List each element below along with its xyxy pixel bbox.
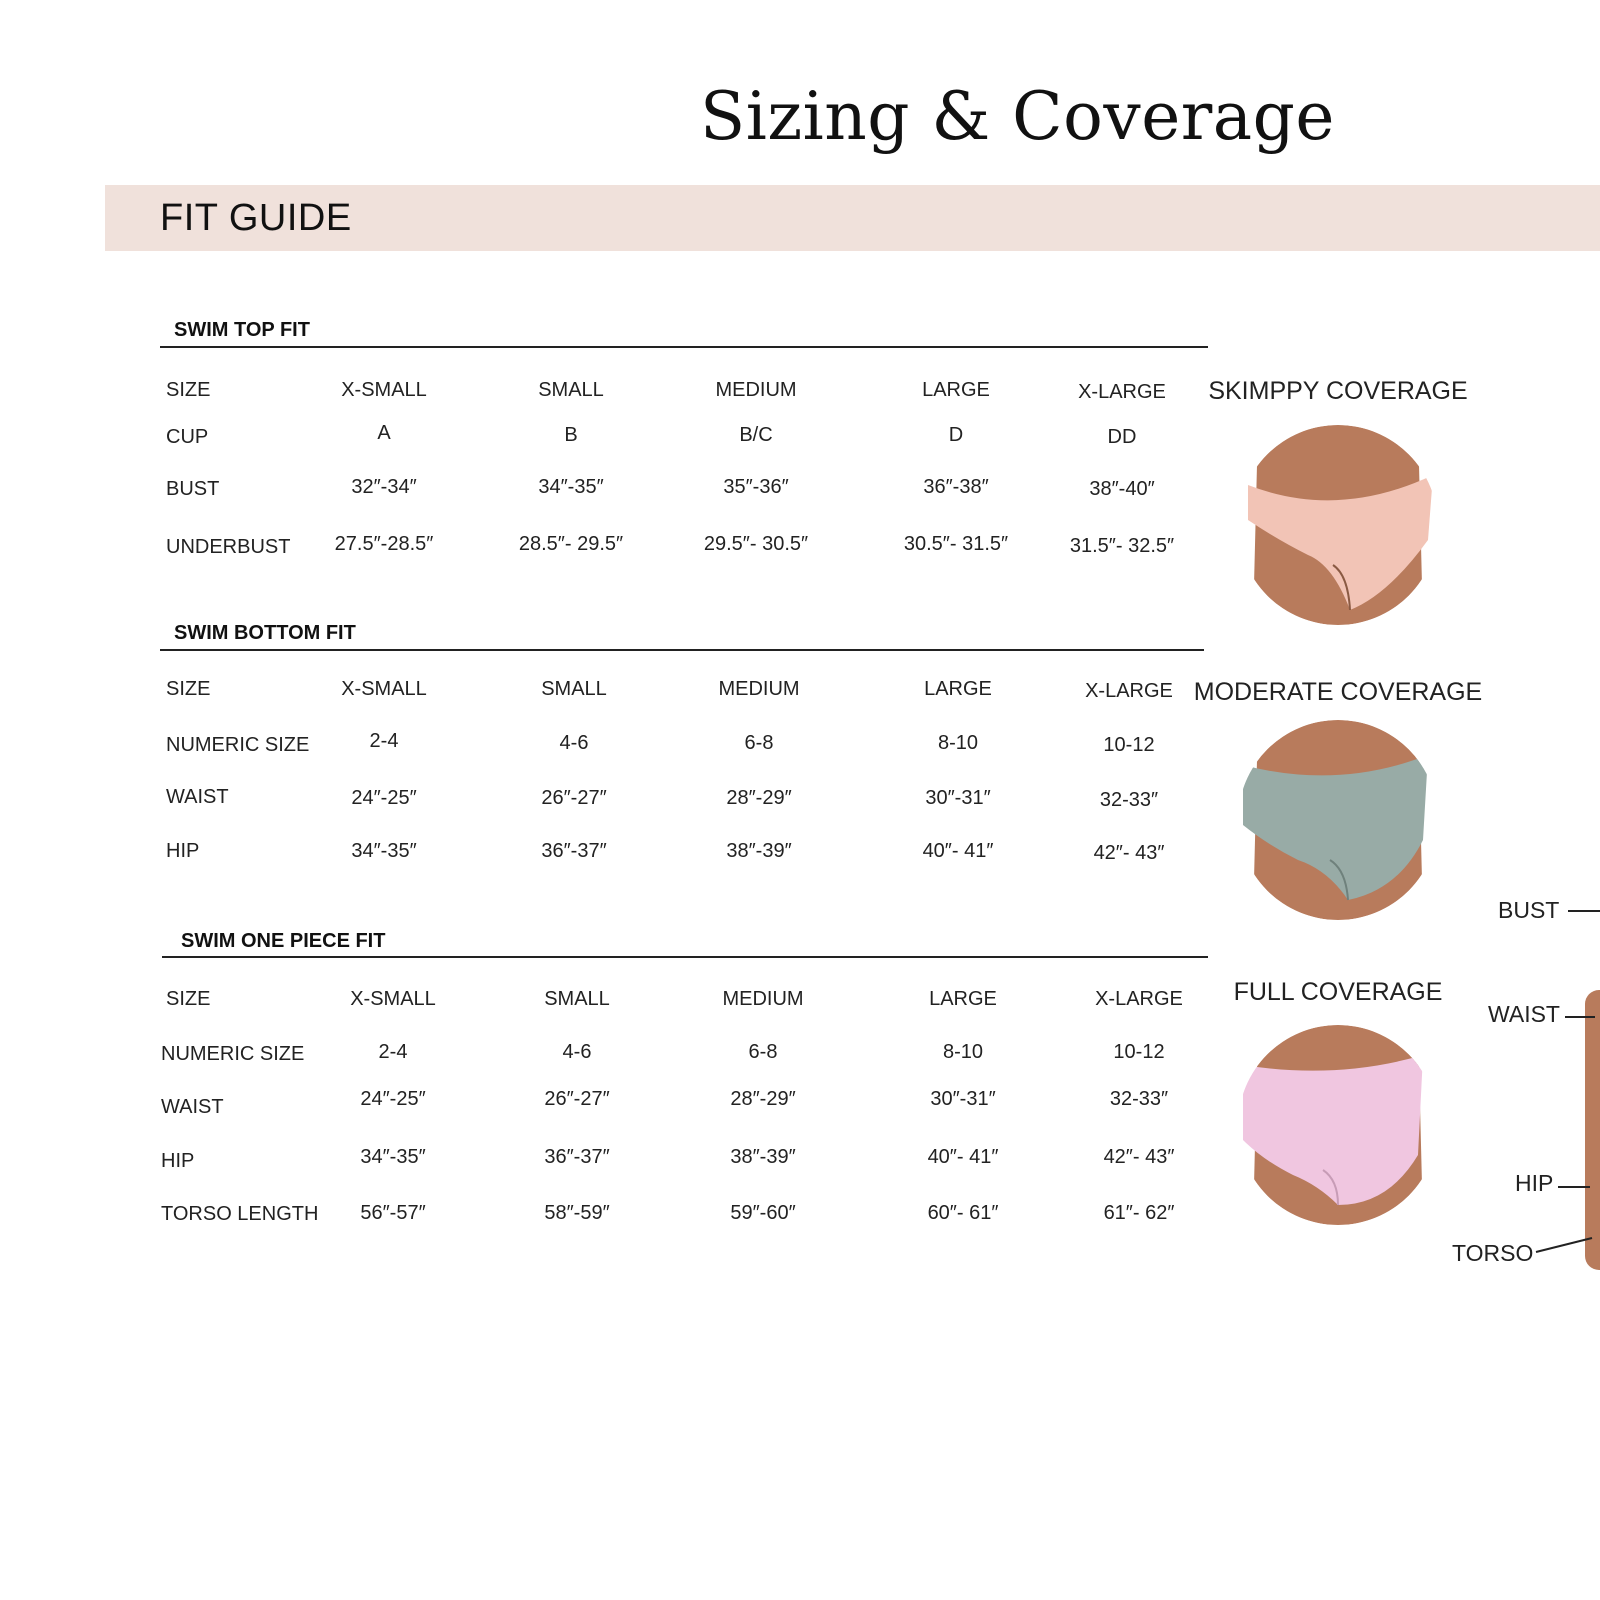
table-cell: 42″- 43″ (1103, 1146, 1175, 1168)
table-cell: 32-33″ (1109, 1088, 1169, 1110)
table-cell: 38″-40″ (1089, 478, 1155, 500)
table-cell: 10-12 (1113, 1041, 1165, 1063)
table-cell: 58″-59″ (544, 1202, 610, 1224)
table-cell: 8-10 (942, 1041, 984, 1063)
table-cell: D (948, 424, 964, 446)
table-cell: MEDIUM (718, 678, 800, 700)
table-cell: B (564, 424, 578, 446)
table-cell: LARGE (924, 678, 992, 700)
model-body (1585, 990, 1600, 1270)
table-cell: 27.5″-28.5″ (334, 533, 434, 555)
table-cell: 42″- 43″ (1093, 842, 1165, 864)
coverage-label-moderate: MODERATE COVERAGE (1193, 678, 1483, 706)
measure-label-torso: TORSO (1452, 1240, 1534, 1266)
full-coverage-photo (1238, 1025, 1438, 1225)
row-label: WAIST (161, 1096, 224, 1118)
table-cell: MEDIUM (722, 988, 804, 1010)
section-title-swim-bottom: SWIM BOTTOM FIT (174, 622, 356, 644)
table-cell: 36″-37″ (541, 840, 607, 862)
row-label: WAIST (166, 786, 229, 808)
table-cell: 61″- 62″ (1103, 1202, 1175, 1224)
table-cell: B/C (739, 424, 773, 446)
table-cell: 6-8 (748, 1041, 778, 1063)
row-label: HIP (161, 1150, 195, 1172)
table-cell: X-LARGE (1078, 381, 1166, 403)
table-cell: 34″-35″ (360, 1146, 426, 1168)
table-cell: 10-12 (1103, 734, 1155, 756)
table-cell: MEDIUM (715, 379, 797, 401)
table-cell: 26″-27″ (541, 787, 607, 809)
banner-label: FIT GUIDE (160, 197, 352, 239)
table-cell: X-LARGE (1095, 988, 1183, 1010)
measure-line-torso (1534, 1234, 1594, 1256)
row-label: TORSO LENGTH (161, 1203, 319, 1225)
measure-label-bust: BUST (1498, 897, 1560, 923)
row-label: HIP (166, 840, 200, 862)
table-cell: SMALL (538, 379, 604, 401)
table-cell: 4-6 (562, 1041, 592, 1063)
table-cell: 6-8 (744, 732, 774, 754)
row-label: NUMERIC SIZE (161, 1043, 305, 1065)
table-cell: 24″-25″ (351, 787, 417, 809)
table-cell: 28″-29″ (726, 787, 792, 809)
table-cell: 40″- 41″ (922, 840, 994, 862)
moderate-coverage-photo (1238, 720, 1438, 920)
table-cell: 26″-27″ (544, 1088, 610, 1110)
measure-line-waist (1565, 1016, 1595, 1018)
measure-label-hip: HIP (1515, 1170, 1554, 1196)
table-cell: X-LARGE (1085, 680, 1173, 702)
table-cell: 36″-37″ (544, 1146, 610, 1168)
table-cell: 36″-38″ (923, 476, 989, 498)
table-cell: 32-33″ (1099, 789, 1159, 811)
table-cell: 35″-36″ (723, 476, 789, 498)
table-cell: 31.5″- 32.5″ (1069, 535, 1175, 557)
table-cell: 34″-35″ (351, 840, 417, 862)
table-cell: 28″-29″ (730, 1088, 796, 1110)
section-title-swim-one-piece: SWIM ONE PIECE FIT (181, 930, 386, 952)
measure-line-bust (1568, 910, 1600, 912)
table-cell: 8-10 (937, 732, 979, 754)
table-cell: 60″- 61″ (927, 1202, 999, 1224)
table-cell: 2-4 (369, 730, 399, 752)
coverage-label-full: FULL COVERAGE (1233, 978, 1443, 1006)
table-cell: X-SMALL (350, 988, 436, 1010)
table-cell: LARGE (922, 379, 990, 401)
section-divider (160, 346, 1208, 348)
table-cell: 56″-57″ (360, 1202, 426, 1224)
row-label: NUMERIC SIZE (166, 734, 310, 756)
table-cell: 59″-60″ (730, 1202, 796, 1224)
table-cell: 24″-25″ (360, 1088, 426, 1110)
row-label: SIZE (166, 988, 211, 1010)
measure-line-hip (1558, 1186, 1590, 1188)
skimpy-coverage-photo (1238, 425, 1438, 625)
table-cell: 40″- 41″ (927, 1146, 999, 1168)
table-cell: 34″-35″ (538, 476, 604, 498)
table-cell: 30.5″- 31.5″ (903, 533, 1009, 555)
row-label: BUST (166, 478, 220, 500)
table-cell: 30″-31″ (930, 1088, 996, 1110)
table-cell: 4-6 (559, 732, 589, 754)
row-label: UNDERBUST (166, 536, 291, 558)
section-title-swim-top: SWIM TOP FIT (174, 319, 310, 341)
table-cell: X-SMALL (341, 379, 427, 401)
table-cell: 38″-39″ (730, 1146, 796, 1168)
table-cell: X-SMALL (341, 678, 427, 700)
row-label: CUP (166, 426, 209, 448)
table-cell: SMALL (541, 678, 607, 700)
table-cell: LARGE (929, 988, 997, 1010)
measure-label-waist: WAIST (1488, 1001, 1560, 1027)
section-divider (160, 649, 1204, 651)
table-cell: 30″-31″ (925, 787, 991, 809)
fit-guide-banner (105, 185, 1600, 251)
page-title: Sizing & Coverage (700, 78, 1335, 155)
coverage-label-skimpy: SKIMPPY COVERAGE (1208, 377, 1468, 405)
table-cell: 38″-39″ (726, 840, 792, 862)
row-label: SIZE (166, 678, 211, 700)
table-cell: DD (1107, 426, 1137, 448)
table-cell: A (377, 422, 391, 444)
section-divider (162, 956, 1208, 958)
table-cell: SMALL (544, 988, 610, 1010)
table-cell: 32″-34″ (351, 476, 417, 498)
row-label: SIZE (166, 379, 211, 401)
table-cell: 29.5″- 30.5″ (703, 533, 809, 555)
table-cell: 28.5″- 29.5″ (518, 533, 624, 555)
table-cell: 2-4 (378, 1041, 408, 1063)
